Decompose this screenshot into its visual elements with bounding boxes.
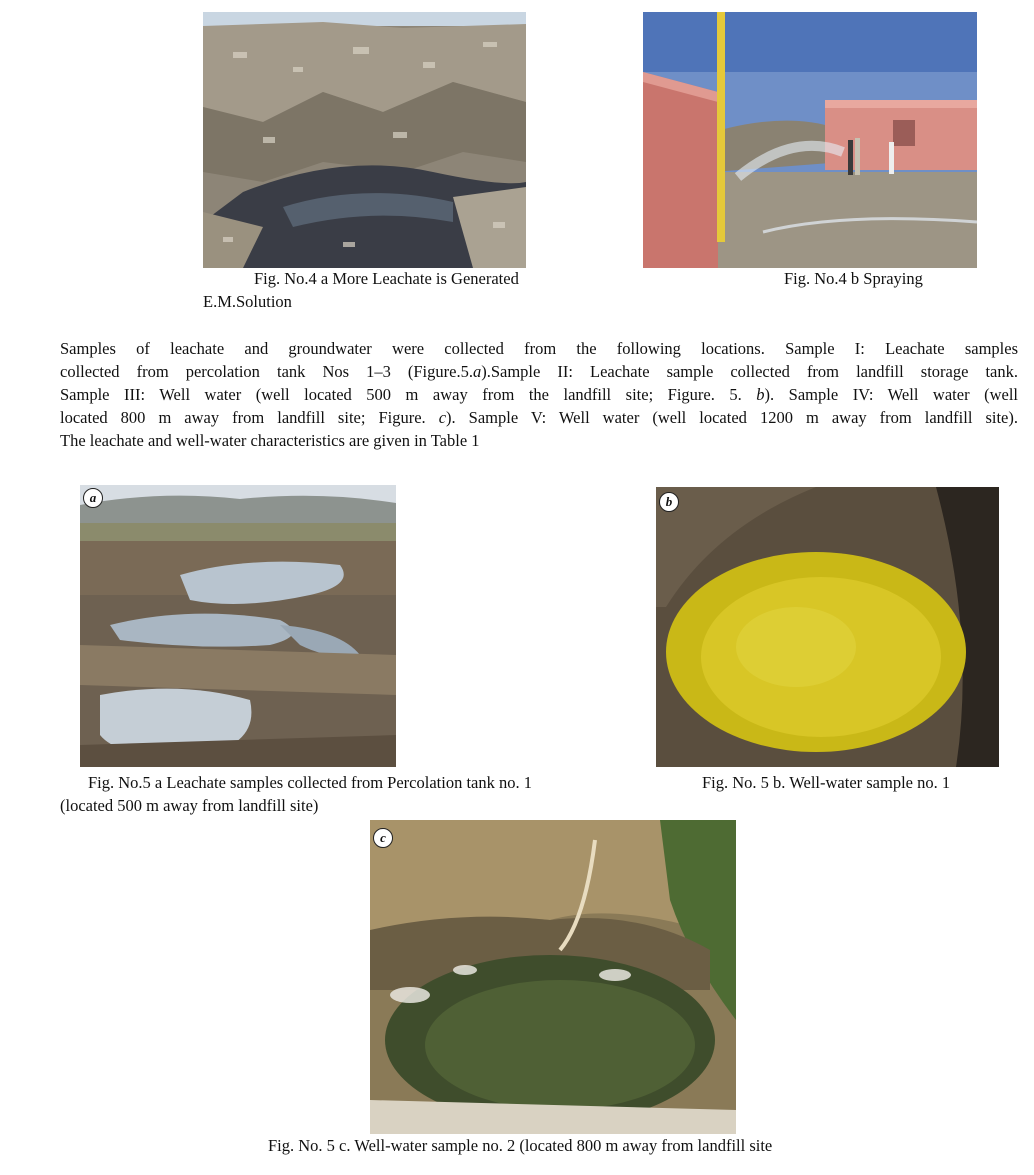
fig5c-caption: Fig. No. 5 c. Well-water sample no. 2 (located 800 m away from landfill site bbox=[268, 1136, 773, 1155]
body-paragraph bbox=[60, 337, 1018, 452]
fig5b-badge: b bbox=[659, 492, 679, 512]
paragraph-line: Samples of leachate and groundwater were collected from the following locations. Sample I: Leachate samples bbox=[60, 339, 1018, 358]
fig5c-well-water-photo bbox=[370, 820, 736, 1134]
paragraph-line: The leachate and well-water characteristics are given in Table 1 bbox=[60, 431, 480, 450]
fig4a-caption-continued: E.M.Solution bbox=[203, 292, 292, 311]
paragraph-line: collected from percolation tank Nos 1–3 (Figure.5.a).Sample II: Leachate sample collected from landfill storage tank. bbox=[60, 362, 1018, 381]
fig4b-spraying-photo bbox=[643, 12, 977, 268]
fig5a-caption: Fig. No.5 a Leachate samples collected from Percolation tank no. 1 bbox=[88, 773, 532, 792]
fig5b-well-water-photo bbox=[656, 487, 999, 767]
fig5a-percolation-tank-photo bbox=[80, 485, 396, 767]
fig5c-badge: c bbox=[373, 828, 393, 848]
paragraph-line: Sample III: Well water (well located 500 m away from the landfill site; Figure. 5. b). Sample IV: Well water (well bbox=[60, 385, 1018, 404]
fig4a-caption: Fig. No.4 a More Leachate is Generated bbox=[254, 269, 519, 288]
fig4b-caption: Fig. No.4 b Spraying bbox=[784, 269, 923, 288]
paragraph-line: located 800 m away from landfill site; Figure. c). Sample V: Well water (well located 1200 m away from landfill site). bbox=[60, 408, 1018, 427]
fig5a-caption-continued: (located 500 m away from landfill site) bbox=[60, 796, 319, 815]
fig4a-landfill-photo bbox=[203, 12, 526, 268]
fig5b-caption: Fig. No. 5 b. Well-water sample no. 1 bbox=[702, 773, 951, 792]
fig5a-badge: a bbox=[83, 488, 103, 508]
